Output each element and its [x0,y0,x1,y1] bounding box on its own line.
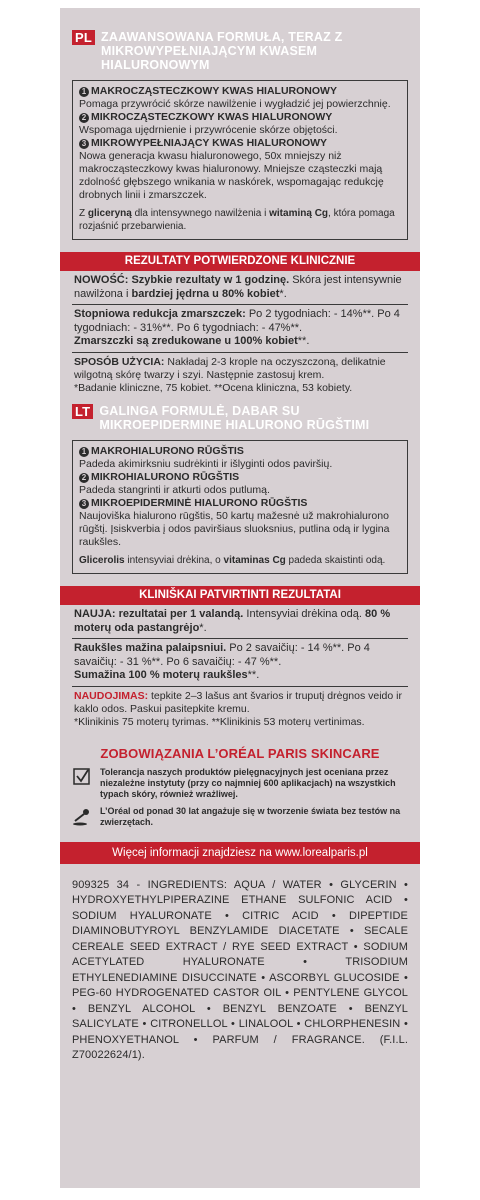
ingredient-text: Padeda stangrinti ir atkurti odos putlumą. [79,483,270,496]
pl-result-1 [72,271,408,305]
commitment-title: ZOBOWIĄZANIA L’ORÉAL PARIS SKINCARE [100,745,380,761]
number-1-icon: 1 [79,447,89,457]
pl-note [79,208,401,233]
result-text: Po 2 savaičių: - 14 %**. Po 4 savaičių: - 31 %**. Po 6 savaičių: - 47 %**. [74,642,370,668]
result-bold: Stopniowa redukcja zmarszczek: [74,308,246,320]
lt-headline [72,404,408,432]
ingredient-title: MIKROWYPEŁNIAJĄCY KWAS HIALURONOWY [91,137,328,149]
result-bold: NOWOŚĆ: Szybkie rezultaty w 1 godzinę. [74,274,290,286]
note-part: Z [79,208,88,219]
result-bold: Zmarszczki są zredukowane u 100% kobiet [74,335,298,347]
ingredient-text: Naujoviška hialurono rūgštis, 50 kartų mažesnė už makrohialurono rūgštį. Įsiskverbia į odos paviršiaus sluoksnius, putlina odą ir lygina raukšles. [79,509,390,548]
number-1-icon: 1 [79,87,89,97]
note-bold: gliceryną [87,208,132,219]
result-bold: 80 % moterų oda pastangrėjo [74,608,391,634]
checkbox-check-icon [72,767,92,787]
ingredient-title: MIKROCZĄSTECZKOWY KWAS HIALURONOWY [91,111,333,123]
result-bold: NAUJA: rezultatai per 1 valandą. [74,608,244,620]
result-bold: Sumažina 100 % moterų raukšles [74,669,248,681]
number-3-icon: 3 [79,139,89,149]
lt-ingredients-box [72,440,408,575]
website-banner: Więcej informacji znajdziesz na www.lorealparis.pl [60,842,420,864]
note-part: dla intensywnego nawilżenia i [131,208,270,219]
result-text: *. [279,287,287,300]
usage-text: tepkite 2–3 lašus ant švarios ir truputį drėgnos veido ir kaklo odos. Paskui pasitepkite kremu. [74,689,402,715]
pl-headline [72,30,408,72]
ingredient-text: Nowa generacja kwasu hialuronowego, 50x mniejszy niż makrocząsteczkowy kwas hialuronowy. Mniejsze cząsteczki mają zdolność głębszego wnikania w naskórek, wspomagając redukcję drobnych linii i zmarszczek. [79,150,384,201]
result-text: Skóra jest intensywnie nawilżona i [74,274,402,300]
lang-badge-lt: LT [72,404,93,419]
ingredient-text: Padeda akimirksniu sudrėkinti ir išlyginti odos paviršių. [79,457,333,470]
lt-result-1 [72,605,408,639]
lt-ingredient-3 [79,497,401,549]
lt-ingredient-1 [79,445,401,471]
product-label [60,8,420,1188]
pl-results-title: REZULTATY POTWIERDZONE KLINICZNIE [60,252,420,271]
commitment-item-1 [72,767,408,800]
ingredient-title: MAKROCZĄSTECZKOWY KWAS HIALURONOWY [91,85,337,97]
result-text: Po 2 tygodniach: - 14%**. Po 4 tygodniach: - 31%**. Po 6 tygodniach: - 47%**. [74,308,400,334]
commitment-text: Tolerancja naszych produktów pielęgnacyjnych jest oceniana przez niezależne instytuty (przy co najmniej 600 aplikacjach) na wszystkich typach skóry, również wrażliwej. [100,766,396,799]
usage-bold: NAUDOJIMAS: [74,689,149,702]
lt-note [79,555,401,568]
usage-bold: SPOSÓB UŻYCIA: [74,355,165,368]
number-2-icon: 2 [79,473,89,483]
footnote: *Klinikinis 75 moterų tyrimas. **Klinikinis 53 moterų vertinimas. [74,715,365,728]
ingredient-title: MIKROHIALURONO RŪGŠTIS [91,470,240,483]
ingredient-text: Pomaga przywrócić skórze nawilżenie i wygładzić jej powierzchnię. [79,98,391,110]
result-text: **. [247,669,260,681]
result-bold: bardziej jędrna u 80% kobiet [131,287,280,300]
result-text: *. [199,621,207,634]
usage-text: Nakładaj 2-3 krople na oczyszczoną, delikatnie wilgotną skórę twarzy i szyi. Następnie zastosuj krem. [74,355,386,381]
ingredient-text: Wspomaga ujędrnienie i przywrócenie skórze objętości. [79,124,338,136]
result-text: Intensyviai drėkina odą. [243,608,366,620]
pl-result-2 [72,305,408,353]
note-bold: witaminą Cg [269,208,329,219]
ingredient-title: MAKROHIALURONO RŪGŠTIS [91,444,244,457]
commitment-item-2 [72,806,408,828]
pl-ingredients-box [72,80,408,240]
note-part: , która pomaga rozjaśnić przebarwienia. [79,208,395,232]
ingredients-list: 909325 34 - INGREDIENTS: AQUA / WATER • GLYCERIN • HYDROXYETHYLPIPERAZINE ETHANE SULFONIC ACID • SODIUM HYALURONATE • CITRIC ACID • DIPEPTIDE DIAMINOBUTYROYL BENZYLAMIDE DIACETATE • SECALE CEREALE SEED EXTRACT / RYE SEED EXTRACT • SODIUM ACETYLATED HYALURONATE • TRISODIUM ETHYLENEDIAMINE DISUCCINATE • ASCORBYL GLUCOSIDE • PEG-60 HYDROGENATED CASTOR OIL • PENTYLENE GLYCOL • BENZYL ALCOHOL • BENZYL BENZOATE • BENZYL SALICYLATE • CITRONELLOL • LINALOOL • CHLORPHENESIN • PHENOXYETHANOL • PARFUM / FRAGRANCE. (F.I.L. Z70022624/1). [72,878,408,1061]
number-2-icon: 2 [79,113,89,123]
lang-badge-pl: PL [72,30,95,45]
note-part: padeda skaistinti odą. [285,554,386,566]
note-bold: Glicerolis [79,554,125,566]
pl-ingredient-3 [79,137,401,202]
lt-ingredient-2 [79,471,401,497]
footnote: *Badanie kliniczne, 75 kobiet. **Ocena kliniczna, 53 kobiety. [74,381,353,394]
dropper-icon [72,806,92,826]
pl-headline-text: ZAAWANSOWANA FORMUŁA, TERAZ Z MIKROWYPEŁNIAJĄCYM KWASEM HIALURONOWYM [101,30,343,72]
lt-headline-text: GALINGA FORMULĖ, DABAR SU MIKROEPIDERMINE HIALURONO RŪGŠTIMI [99,403,370,432]
ingredient-title: MIKROEPIDERMINĖ HIALURONO RŪGŠTIS [91,496,308,509]
pl-usage [72,353,408,398]
number-3-icon: 3 [79,499,89,509]
commitment-text: L’Oréal od ponad 30 lat angażuje się w tworzenie świata bez testów na zwierzętach. [100,805,401,827]
note-part: intensyviai drėkina, o [124,554,224,566]
lt-usage [72,687,408,732]
lt-results-title: KLINIŠKAI PATVIRTINTI REZULTATAI [60,586,420,605]
pl-ingredient-1 [79,85,401,111]
lt-result-2 [72,639,408,687]
result-text: **. [297,335,310,347]
result-bold: Raukšles mažina palaipsniui. [74,642,227,654]
pl-ingredient-2 [79,111,401,137]
note-bold: vitaminas Cg [223,554,286,566]
